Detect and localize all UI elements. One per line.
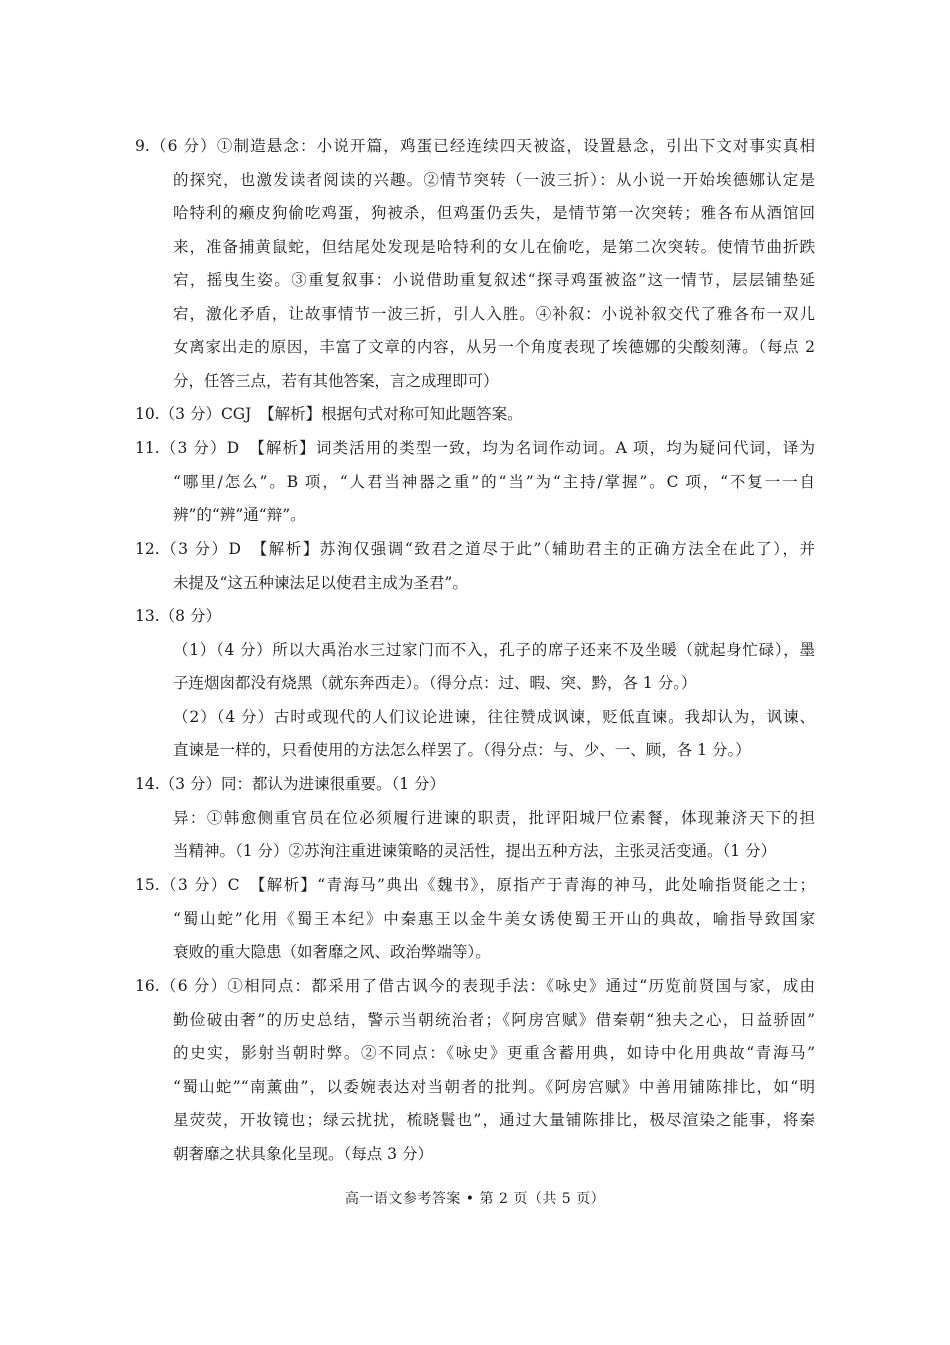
answer-9-line: 宕，激化矛盾，让故事情节一波三折，引人入胜。④补叙：小说补叙交代了雅各布一双儿 [173, 304, 815, 323]
answer-9 [135, 130, 815, 398]
answer-11-line: “哪里/怎么”。B 项，“人君当神器之重”的“当”为“主持/掌握”。C 项，“不复一一自 [173, 472, 815, 491]
answer-16 [135, 970, 815, 1171]
answer-11-line: 辨”的“辨”通“辩”。 [173, 506, 306, 524]
answer-14-line: 异：①韩愈侧重官员在位必须履行进谏的职责，批评阳城尸位素餐，体现兼济天下的担 [173, 808, 815, 827]
answer-12-line: 未提及“这五种谏法足以使君主成为圣君”。 [173, 573, 468, 592]
page-footer: 高一语文参考答案 • 第 2 页（共 5 页） [344, 1191, 606, 1207]
answer-9-line: 女离家出走的原因，丰富了文章的内容，从另一个角度表现了埃德娜的尖酸刻薄。（每点 2 [173, 338, 815, 356]
answer-15-line: 衰败的重大隐患（如奢靡之风、政治弊端等）。 [173, 943, 491, 961]
answer-10 [135, 398, 815, 432]
answer-12-line: 12.（3 分）D 【解析】苏洵仅强调“致君之道尽于此”（辅助君主的正确方法全在此了），并 [135, 540, 815, 558]
answer-15-line: 15.（3 分）C 【解析】“青海马”典出《魏书》，原指产于青海的神马，此处喻指贤能之士； [135, 876, 815, 894]
answer-10-line: 10.（3 分）CGJ 【解析】根据句式对称可知此题答案。 [135, 405, 523, 423]
answer-16-line: “蜀山蛇”“南薰曲”，以委婉表达对当朝者的批判。《阿房宫赋》中善用铺陈排比，如“明 [173, 1077, 815, 1096]
answer-16-line: 的史实，影射当朝时弊。②不同点：《咏史》更重含蓄用典，如诗中化用典故“青海马” [173, 1044, 815, 1062]
answer-16-line: 朝奢靡之状具象化呈现。（每点 3 分） [173, 1144, 433, 1163]
answer-9-line: 分，任答三点，若有其他答案，言之成理即可） [173, 371, 499, 390]
answer-9-line: 9.（6 分）①制造悬念：小说开篇，鸡蛋已经连续四天被盗，设置悬念，引出下文对事实真相 [135, 137, 815, 155]
answer-15-line: “蜀山蛇”化用《蜀王本纪》中秦惠王以金牛美女诱使蜀王开山的典故，喻指导致国家 [173, 909, 815, 928]
answer-13-head: 13.（8 分） [135, 607, 221, 625]
answer-14 [135, 768, 815, 869]
answer-9-line: 哈特利的癞皮狗偷吃鸡蛋，狗被杀，但鸡蛋仍丢失，是情节第一次突转；雅各布从酒馆回 [173, 204, 815, 222]
answer-14-line: 当精神。（1 分）②苏洵注重进谏策略的灵活性，提出五种方法，主张灵活变通。（1 分） [173, 842, 777, 860]
answer-13-line: （2）（4 分）古时或现代的人们议论进谏，往往赞成讽谏，贬低直谏。我却认为，讽谏、 [173, 707, 815, 726]
answer-13-line: （1）（4 分）所以大禹治水三过家门而不入，孔子的席子还来不及坐暖（就起身忙碌），墨 [173, 640, 815, 659]
answer-13-line: 直谏是一样的，只看使用的方法怎么样罢了。（得分点：与、少、一、顾，各 1 分。） [173, 741, 751, 759]
answer-16-line: 勤俭破由奢”的历史总结，警示当朝统治者；《阿房宫赋》借秦朝“独夫之心，日益骄固” [173, 1010, 815, 1029]
answer-16-line: 16.（6 分）①相同点：都采用了借古讽今的表现手法：《咏史》通过“历览前贤国与家，成由 [135, 977, 815, 995]
answer-12 [135, 533, 815, 600]
answer-9-line: 宕，摇曳生姿。③重复叙事：小说借助重复叙述“探寻鸡蛋被盗”这一情节，层层铺垫延 [173, 271, 815, 289]
answer-13 [135, 600, 815, 768]
answer-9-line: 来，准备捕黄鼠蛇，但结尾处发现是哈特利的女儿在偷吃，是第二次突转。使情节曲折跌 [173, 237, 815, 256]
answer-14-head: 14.（3 分）同：都认为进谏很重要。（1 分） [135, 775, 445, 793]
answer-13-line: 子连烟囱都没有烧黑（就东奔西走）。（得分点：过、暇、突、黔，各 1 分。） [173, 674, 697, 692]
answer-16-line: 星荧荧，开妆镜也；绿云扰扰，梳晓鬟也”，通过大量铺陈排比，极尽渲染之能事，将秦 [173, 1111, 815, 1129]
answer-11 [135, 432, 815, 533]
answer-9-line: 的探究，也激发读者阅读的兴趣。②情节突转（一波三折）：从小说一开始埃德娜认定是 [173, 170, 815, 189]
answer-11-line: 11.（3 分）D 【解析】词类活用的类型一致，均为名词作动词。A 项，均为疑问代词，译为 [135, 439, 815, 457]
answer-15 [135, 869, 815, 970]
